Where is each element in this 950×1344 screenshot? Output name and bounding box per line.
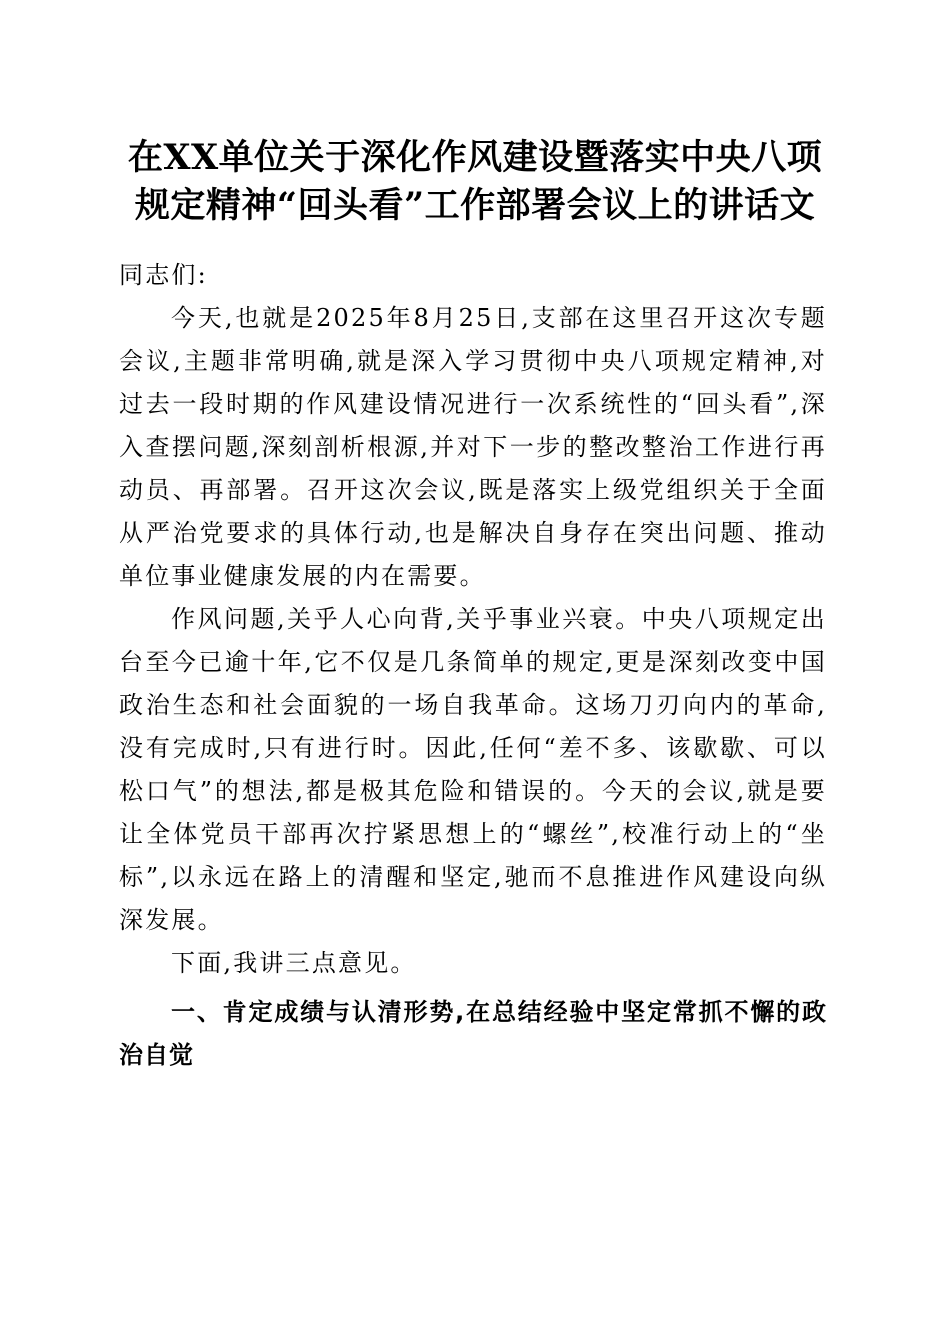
section-heading-1: 一、肯定成绩与认清形势,在总结经验中坚定常抓不懈的政治自觉 [119, 998, 827, 1069]
paragraph-3: 下面,我讲三点意见。 [171, 949, 417, 977]
paragraph-1: 今天,也就是2025年8月25日,支部在这里召开这次专题会议,主题非常明确,就是深入学习贯彻中央八项规定精神,对过去一段时期的作风建设情况进行一次系统性的“回头看”,深入查摆问题,深刻剖析根源,并对下一步的整改整治工作进行再动员、再部署。召开这次会议,既是落实上级党组织关于全面从严治党要求的具体行动,也是解决自身存在突出问题、推动单位事业健康发展的内在需要。 [119, 304, 827, 590]
document-body [119, 254, 827, 1077]
paragraph-2: 作风问题,关乎人心向背,关乎事业兴衰。中央八项规定出台至今已逾十年,它不仅是几条简单的规定,更是深刻改变中国政治生态和社会面貌的一场自我革命。这场刀刃向内的革命,没有完成时,只有进行时。因此,任何“差不多、该歇歇、可以松口气”的想法,都是极其危险和错误的。今天的会议,就是要让全体党员干部再次拧紧思想上的“螺丝”,校准行动上的“坐标”,以永远在路上的清醒和坚定,驰而不息推进作风建设向纵深发展。 [119, 605, 827, 934]
salutation: 同志们: [119, 261, 208, 289]
title-line-1: 在XX单位关于深化作风建设暨落实中央八项 [127, 137, 823, 178]
document-title [110, 134, 840, 230]
title-line-2: 规定精神“回头看”工作部署会议上的讲话文 [134, 185, 816, 226]
